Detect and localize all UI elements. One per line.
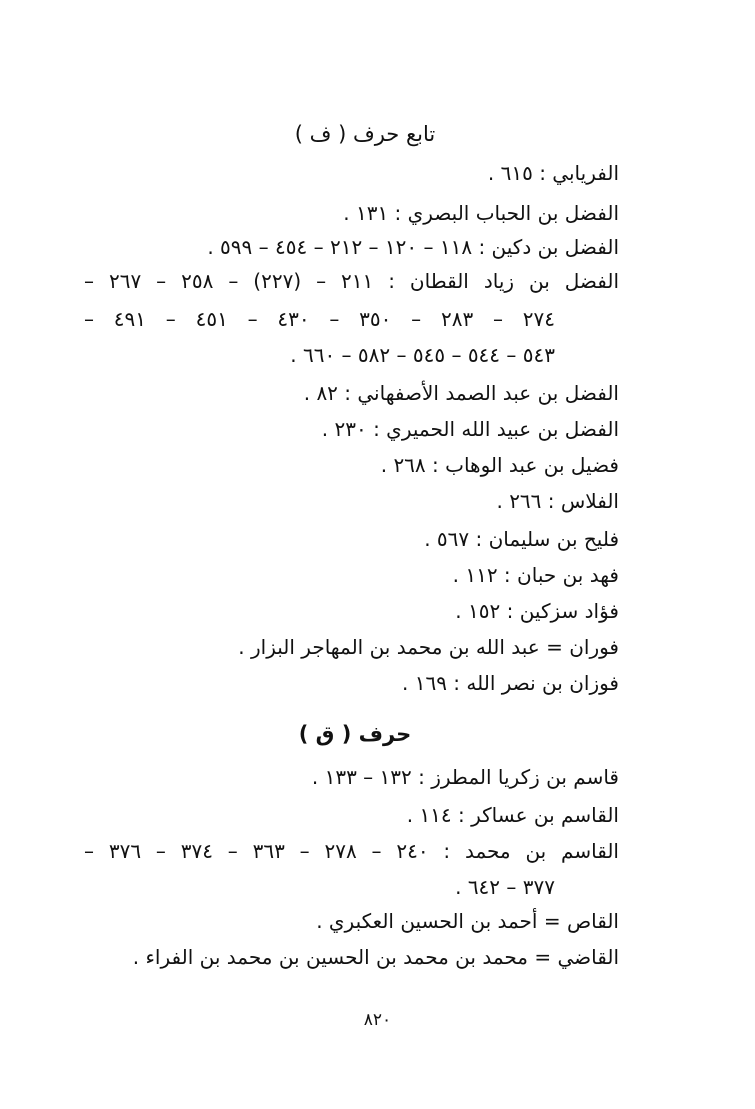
index-entry: القاسم بن محمد : ٢٤٠ – ٢٧٨ – ٣٦٣ – ٣٧٤ – ٣٧٦ – xyxy=(84,839,619,863)
section-heading-q: حرف ( ق ) xyxy=(298,722,412,746)
index-entry: الفضل بن دكين : ١١٨ – ١٢٠ – ٢١٢ – ٤٥٤ – ٥٩٩ . xyxy=(207,235,619,259)
index-entry-continuation: ٣٧٧ – ٦٤٢ . xyxy=(455,875,555,899)
page-number: ٨٢٠ xyxy=(363,1010,392,1030)
index-entry: القاضي = محمد بن محمد بن الحسين بن محمد بن الفراء . xyxy=(132,945,619,969)
index-entry: الفريابي : ٦١٥ . xyxy=(487,161,619,185)
index-entry: الفضل بن الحباب البصري : ١٣١ . xyxy=(343,201,619,225)
index-entry: الفضل بن عبيد الله الحميري : ٢٣٠ . xyxy=(321,417,619,441)
index-entry: فهد بن حبان : ١١٢ . xyxy=(452,563,619,587)
index-entry: الفلاس : ٢٦٦ . xyxy=(496,489,619,513)
index-entry-continuation: ٢٧٤ – ٢٨٣ – ٣٥٠ – ٤٣٠ – ٤٥١ – ٤٩١ – xyxy=(84,307,555,331)
index-entry: فليح بن سليمان : ٥٦٧ . xyxy=(424,527,619,551)
index-entry: القاسم بن عساكر : ١١٤ . xyxy=(406,803,619,827)
index-entry: فوران = عبد الله بن محمد بن المهاجر البزار . xyxy=(238,635,619,659)
index-entry: الفضل بن زياد القطان : ٢١١ – (٢٢٧) – ٢٥٨ – ٢٦٧ – xyxy=(84,269,620,293)
index-entry: الفضل بن عبد الصمد الأصفهاني : ٨٢ . xyxy=(303,381,619,405)
index-entry: قاسم بن زكريا المطرز : ١٣٢ – ١٣٣ . xyxy=(311,765,619,789)
index-entry: القاص = أحمد بن الحسين العكبري . xyxy=(316,909,619,933)
index-entry: فؤاد سزكين : ١٥٢ . xyxy=(455,599,619,623)
index-entry-continuation: ٥٤٣ – ٥٤٤ – ٥٤٥ – ٥٨٢ – ٦٦٠ . xyxy=(290,343,555,367)
index-entry: فوزان بن نصر الله : ١٦٩ . xyxy=(401,671,619,695)
section-heading-f: تابع حرف ( ف ) xyxy=(294,122,436,146)
index-entry: فضيل بن عبد الوهاب : ٢٦٨ . xyxy=(380,453,619,477)
